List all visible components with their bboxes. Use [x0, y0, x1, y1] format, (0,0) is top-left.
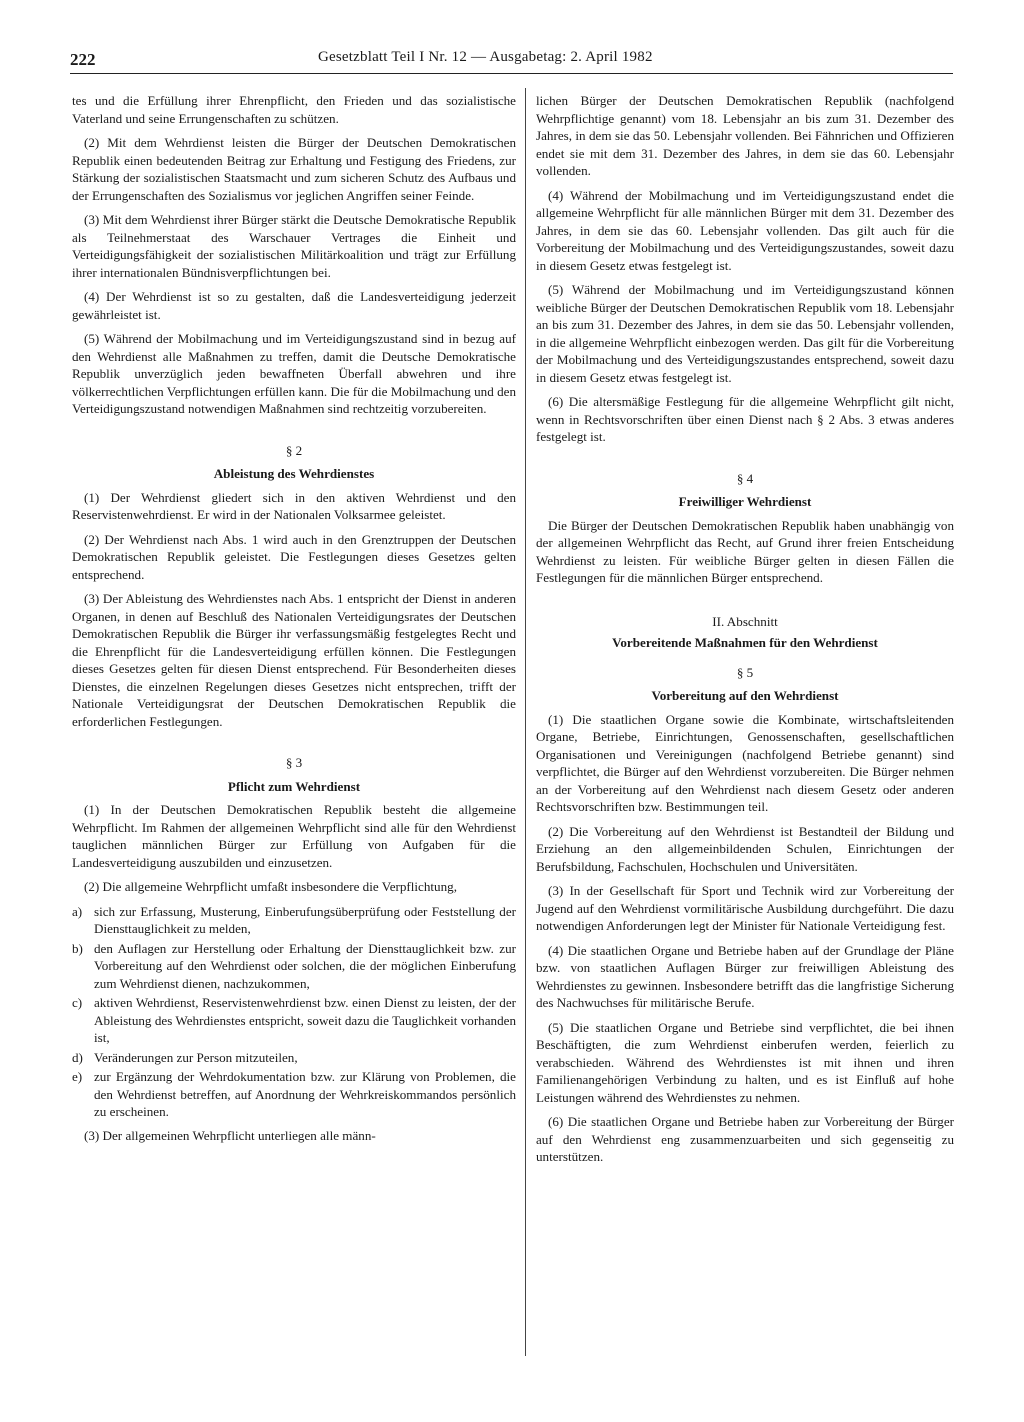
paragraph: (2) Der Wehrdienst nach Abs. 1 wird auch in den Grenztruppen der Deutschen Demokratischen Republik geleistet. Die Festlegungen dieses Gesetzes gelten entsprechend.: [72, 531, 516, 582]
paragraph: (5) Die staatlichen Organe und Betriebe sind verpflichtet, die bei ihnen Beschäftigten, die zum Wehrdienst einberufen werden, feierlich zu verabschieden. Während des Wehrdienstes ist mit ihnen und ihren Familienangehörigen Verbindung zu halten, und es ist Einfluß auf hohe Leistungen während des Wehrdienstes zu nehmen.: [536, 1019, 954, 1105]
left-column: [72, 92, 516, 1151]
paragraph: (2) Die Vorbereitung auf den Wehrdienst ist Bestandteil der Bildung und Erziehung an den allgemeinbildenden Schulen, Einrichtungen der Berufsbildung, Fachschulen, Hochschulen und Universitäten.: [536, 823, 954, 874]
section-number: § 2: [285, 442, 303, 458]
header-rule: [70, 73, 953, 74]
paragraph: (3) Der allgemeinen Wehrpflicht unterliegen alle männ-: [84, 1127, 376, 1143]
list-item-label: d): [72, 1049, 83, 1065]
section-title: Freiwilliger Wehrdienst: [678, 494, 812, 509]
paragraph: (1) In der Deutschen Demokratischen Republik besteht die allgemeine Wehrpflicht. Im Rahmen der allgemeinen Wehrpflicht sind alle für den Wehrdienst tauglichen männlichen Bürger zur Erfüllung von Aufgaben für die Landesverteidigung auszubilden und einzusetzen.: [72, 802, 516, 870]
paragraph: (6) Die staatlichen Organe und Betriebe haben zur Vorbereitung der Bürger auf den Wehrdienst eng zusammenzuarbeiten und sich gegenseitig zu unterstützen.: [536, 1114, 954, 1164]
paragraph: tes und die Erfüllung ihrer Ehrenpflicht, den Frieden und das sozialistische Vaterland und seine Errungenschaften zu schützen.: [72, 93, 516, 126]
paragraph: Die Bürger der Deutschen Demokratischen Republik haben unabhängig von der allgemeinen Wehrpflicht das Recht, auf Grund ihrer freien Entscheidung Wehrdienst zu leisten. Für weibliche Bürger gelten in diesen Fällen die Festlegungen für die männlichen Bürger entsprechend.: [536, 517, 954, 585]
section-title: Vorbereitung auf den Wehrdienst: [651, 688, 839, 703]
list-item: [72, 940, 516, 993]
paragraph: (3) Mit dem Wehrdienst ihrer Bürger stärkt die Deutsche Demokratische Republik als Teilnehmerstaat des Warschauer Vertrages die Einheit und Verteidigungsfähigkeit der sozialistischen Militärkoalition und trägt zur Erfüllung ihrer internationalen Bündnisverpflichtungen bei.: [72, 212, 516, 280]
paragraph: (5) Während der Mobilmachung und im Verteidigungszustand können weibliche Bürger der Deutschen Demokratischen Republik vom 18. Lebensjahr an bis zum 31. Dezember des Jahres, in dem sie das 50. Lebensjahr vollenden, in die allgemeine Wehrpflicht einbezogen werden. Das gilt für die Vorbereitung der Mobilmachung und des Verteidigungszustandes entsprechend, soweit dazu in diesem Gesetz etwas festgelegt ist.: [536, 282, 954, 385]
paragraph: (4) Der Wehrdienst ist so zu gestalten, daß die Landesverteidigung jederzeit gewährleistet ist.: [72, 289, 516, 322]
paragraph: (4) Während der Mobilmachung und im Verteidigungszustand endet die allgemeine Wehrpflicht für alle männlichen Bürger mit dem 31. Dezember des Jahres, in dem sie das 60. Lebensjahr vollenden. Das gilt auch für die Vorbereitung der Mobilmachung und des Verteidigungszustandes, soweit dazu in diesem Gesetz etwas festgelegt ist.: [536, 187, 954, 273]
paragraph: (4) Die staatlichen Organe und Betriebe haben auf der Grundlage der Pläne bzw. von staatlichen Auflagen Bürger zur freiwilligen Ableistung des Wehrdienstes zu gewinnen. Insbesondere betrifft das die langfristige Sicherung des Nachwuchses für militärische Berufe.: [536, 942, 954, 1010]
paragraph: (3) In der Gesellschaft für Sport und Technik wird zur Vorbereitung der Jugend auf den Wehrdienst vormilitärische Ausbildung durchgeführt. Die dazu notwendigen Anforderungen legt der Minister für Nationale Verteidigung fest.: [536, 883, 954, 933]
section-number: § 5: [736, 664, 754, 680]
page-number: 222: [70, 50, 96, 69]
paragraph: (5) Während der Mobilmachung und im Verteidigungszustand sind in bezug auf den Wehrdienst alle Maßnahmen zu treffen, damit die Deutsche Demokratische Republik unverzüglich jeden bewaffneten Überfall abwehren und ihre völkerrechtlichen Verpflichtungen erfüllen kann. Die für die Mobilmachung und den Verteidigungszustand notwendigen Maßnahmen sind rechtzeitig vorzubereiten.: [72, 331, 516, 416]
list-item-text: zur Ergänzung der Wehrdokumentation bzw. zur Klärung von Problemen, die den Wehrdienst betreffen, auf Anordnung der Wehrkreiskommandos persönlich zu erscheinen.: [94, 1069, 516, 1119]
paragraph: (1) Die staatlichen Organe sowie die Kombinate, wirtschaftsleitenden Organe, Betriebe, Einrichtungen, Genossenschaften, gesellschaftlichen Organisationen und Vereinigungen (nachfolgend Betriebe genannt) sind verpflichtet, die Bürger auf den Wehrdienst vorzubereiten. Die Bürger nehmen an der Vorbereitung auf den Wehrdienst nach diesem Gesetz oder anderen Rechtsvorschriften bzw. Bestimmungen teil.: [536, 711, 954, 814]
list-item-label: b): [72, 940, 83, 956]
list-item: [72, 1049, 516, 1067]
list-item-text: aktiven Wehrdienst, Reservistenwehrdienst bzw. einen Dienst zu leisten, der der Ableistung des Wehrdienstes entspricht, soweit dazu die Tauglichkeit vorhanden ist,: [94, 995, 516, 1045]
section-number: § 3: [285, 755, 303, 770]
list-item-label: c): [72, 995, 83, 1010]
list-item-label: a): [72, 903, 83, 919]
section-title: Ableistung des Wehrdienstes: [213, 466, 375, 481]
list-item: [72, 994, 516, 1047]
list-item: [72, 1068, 516, 1121]
list-item-text: Veränderungen zur Person mitzuteilen,: [94, 1049, 298, 1065]
running-head: Gesetzblatt Teil I Nr. 12 — Ausgabetag: 2. April 1982: [318, 49, 653, 65]
part-title: Vorbereitende Maßnahmen für den Wehrdienst: [612, 635, 878, 650]
part-heading: II. Abschnitt: [712, 613, 778, 629]
paragraph: lichen Bürger der Deutschen Demokratischen Republik (nachfolgend Wehrpflichtige genannt) vom 18. Lebensjahr an bis zum 31. Dezember des Jahres, in dem sie das 50. Lebensjahr vollenden. Bei Fähnrichen und Offizieren endet sie mit dem 31. Dezember des Jahres, in dem sie das 60. Lebensjahr vollenden.: [536, 93, 954, 178]
list-item-text: sich zur Erfassung, Musterung, Einberufungsüberprüfung oder Feststellung der Diensttauglichkeit zu melden,: [94, 903, 516, 936]
section-title: Pflicht zum Wehrdienst: [227, 778, 361, 794]
right-column: [536, 92, 954, 1173]
paragraph: (2) Mit dem Wehrdienst leisten die Bürger der Deutschen Demokratischen Republik einen bedeutenden Beitrag zur Erhaltung und Festigung des Friedens, zur Stärkung der sozialistischen Staatsmacht und zum sicheren Schutz des Aufbaus und der Errungenschaften des Sozialismus vor jeglichen Angriffen seiner Feinde.: [72, 135, 516, 203]
section-number: § 4: [736, 470, 754, 486]
paragraph: (6) Die altersmäßige Festlegung für die allgemeine Wehrpflicht gilt nicht, wenn in Rechtsvorschriften über einen Dienst nach § 2 Abs. 3 etwas anderes festgelegt ist.: [536, 394, 954, 444]
paragraph: (3) Der Ableistung des Wehrdienstes nach Abs. 1 entspricht der Dienst in anderen Organen, in denen auf Beschluß des Nationalen Verteidigungsrates der Deutschen Demokratischen Republik die Bürger ihr verfassungsmäßig festgelegtes Recht und die Ehrenpflicht für die Landesverteidigung erfüllen können. Die Festlegungen dieses Gesetzes gelten für diesen Dienst entsprechend. Für Besonderheiten dieses Dienstes, die einzelnen Regelungen dieses Gesetzes nicht entsprechen, trifft der Nationale Verteidigungsrat der Deutschen Demokratischen Republik die erforderlichen Festlegungen.: [72, 591, 516, 729]
paragraph: (1) Der Wehrdienst gliedert sich in den aktiven Wehrdienst und den Reservistenwehrdienst. Er wird in der Nationalen Volksarmee geleistet.: [72, 489, 516, 522]
list-item-text: den Auflagen zur Herstellung oder Erhaltung der Diensttauglichkeit bzw. zur Vorbereitung auf den Wehrdienst oder solchen, die der möglichen Einberufung zum Wehrdienst dienen, nachzukommen,: [94, 940, 516, 991]
paragraph: (2) Die allgemeine Wehrpflicht umfaßt insbesondere die Verpflichtung,: [84, 879, 457, 894]
list-item: [72, 903, 516, 938]
column-divider: [525, 88, 526, 1356]
list-item-label: e): [72, 1069, 83, 1084]
